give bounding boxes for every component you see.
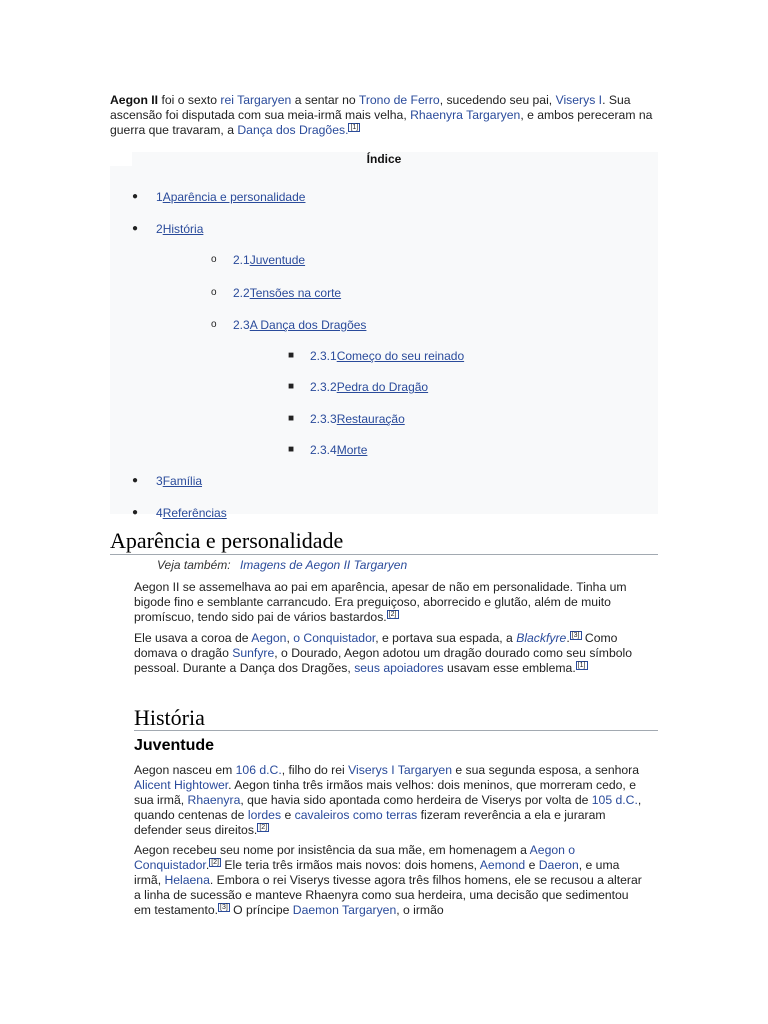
toc-item-number: 2.1 [233, 253, 250, 267]
inline-link[interactable]: Sunfyre [232, 646, 275, 661]
toc-title: Índice [366, 152, 402, 166]
toc-item[interactable] [310, 443, 367, 457]
inline-text: Ele teria três irmãos mais novos: dois homens, [221, 858, 480, 873]
inline-link[interactable]: Aegon o Conquistador [134, 843, 576, 873]
toc-item-label: A Dança dos Dragões [249, 318, 367, 332]
citation[interactable] [257, 824, 269, 831]
inline-text: . Embora o rei Viserys tivesse agora três filhos homens, ele se recusou a alterar a linha de sucessão e manteve Rhaenyra como sua herdeira, uma decisão que sedimentou em testamento. [134, 873, 642, 918]
citation-ref[interactable]: [3] [220, 904, 228, 912]
inline-text: , quando centenas de [134, 793, 642, 822]
section-heading-history: História [134, 705, 205, 730]
inline-text: , e ambos pereceram na guerra que travaram, a [110, 108, 653, 138]
youth-paragraph-1 [134, 763, 644, 838]
section-divider [134, 730, 658, 731]
bold-term: Aegon II [110, 93, 159, 107]
toc-item[interactable] [156, 222, 203, 236]
inline-text: fizeram reverência a ela e juraram defender seus direitos. [134, 808, 606, 838]
intro-paragraph [110, 93, 658, 138]
toc-bullet-icon: o [211, 319, 217, 330]
inline-link[interactable]: Daeron [538, 858, 579, 873]
inline-link[interactable]: Trono de Ferro [358, 93, 440, 107]
toc-bullet-icon: ■ [288, 444, 295, 455]
inline-text: . Aegon tinha três irmãos mais velhos: dois meninos, que morreram cedo, e sua irmã, [134, 778, 636, 807]
inline-link[interactable]: o Conquistador [293, 631, 376, 646]
toc-bullet-icon: ● [132, 223, 139, 234]
see-also-link[interactable]: Imagens de Aegon II Targaryen [239, 558, 408, 572]
toc-item-label: Restauração [336, 412, 405, 426]
appearance-paragraph-2 [134, 631, 644, 676]
citation-ref[interactable]: [2] [388, 611, 397, 618]
citation[interactable] [387, 611, 399, 618]
toc-bullet-icon: o [211, 287, 217, 298]
youth-paragraph-2 [134, 843, 644, 918]
toc-bullet-icon: ● [132, 507, 139, 518]
toc-item[interactable] [233, 253, 305, 267]
citation-ref[interactable]: [1] [350, 124, 359, 131]
toc-bullet-icon: o [211, 254, 217, 265]
appearance-paragraph-1 [134, 580, 644, 625]
inline-text: . Sua ascensão foi disputada com sua meia-irmã mais velha, [110, 93, 631, 122]
toc-item-number: 2.3 [233, 318, 250, 332]
inline-link[interactable]: Viserys I Targaryen [348, 763, 452, 777]
toc-item-label: Pedra do Dragão [336, 380, 429, 394]
toc-item-number: 2.3.2 [310, 380, 337, 394]
see-also [157, 558, 407, 572]
toc-bullet-icon: ● [132, 191, 139, 202]
inline-text: , o Dourado, Aegon adotou um dragão dourado como seu símbolo pessoal. Durante a Dança dos Dragões, [134, 646, 633, 676]
inline-link[interactable]: 105 d.C. [591, 793, 638, 807]
toc-item[interactable] [310, 412, 405, 426]
inline-text: , o irmão [396, 903, 444, 918]
inline-text: foi o sexto [158, 93, 221, 107]
inline-link[interactable]: Alicent Hightower [134, 778, 229, 792]
inline-text: . [345, 123, 349, 138]
citation[interactable] [218, 904, 230, 911]
inline-text: usavam esse emblema. [443, 661, 576, 676]
toc-item-label: História [162, 222, 204, 236]
inline-link[interactable]: Aemond [479, 858, 526, 873]
inline-link[interactable]: Helaena [164, 873, 210, 888]
toc-item-number: 3 [156, 474, 163, 488]
toc-item-label: Referências [162, 506, 227, 520]
toc-item-number: 2.2 [233, 286, 250, 300]
inline-link[interactable]: rei Targaryen [220, 93, 292, 107]
table-of-contents [110, 152, 658, 520]
toc-item-label: Juventude [249, 253, 306, 267]
citation-ref[interactable]: [3] [571, 632, 580, 639]
toc-corner [110, 152, 132, 166]
citation[interactable] [209, 859, 221, 866]
inline-text: e sua segunda esposa, a senhora [451, 763, 639, 777]
inline-text: , que havia sido apontada como herdeira de Viserys por volta de [240, 793, 592, 807]
toc-item-label: Família [162, 474, 203, 488]
inline-link[interactable]: Rhaenyra Targaryen [410, 108, 521, 122]
inline-text: Aegon nasceu em [134, 763, 236, 777]
toc-item[interactable] [156, 190, 305, 204]
inline-text: , [286, 631, 294, 646]
see-also-label: Veja também: [157, 558, 231, 572]
toc-item-label: Começo do seu reinado [336, 349, 465, 363]
toc-item-number: 2 [156, 222, 163, 236]
inline-link[interactable]: seus apoiadores [354, 661, 444, 676]
inline-link[interactable]: cavaleiros como terras [294, 808, 418, 822]
toc-item[interactable] [310, 349, 464, 363]
toc-item-number: 2.3.1 [310, 349, 337, 363]
citation[interactable] [570, 632, 582, 639]
citation-ref[interactable]: [1] [577, 662, 586, 670]
inline-text: e [525, 858, 539, 873]
toc-item-number: 2.3.4 [310, 443, 337, 457]
inline-text: , sucedendo seu pai, [439, 93, 556, 107]
citation-ref[interactable]: [2] [211, 859, 220, 866]
inline-link[interactable]: 106 d.C. [235, 763, 282, 777]
toc-item[interactable] [156, 506, 227, 520]
inline-text: . [205, 858, 210, 873]
inline-text: Aegon II se assemelhava ao pai em aparência, apesar de não em personalidade. Tinha um bigode fino e semblante carrancudo. Era preguiçoso, aborrecido e glutão, além de muito promíscuo, tendo sido pai de vários bastardos. [134, 580, 627, 625]
inline-text: . [566, 631, 570, 646]
inline-link[interactable]: Viserys I [555, 93, 603, 107]
toc-bullet-icon: ■ [288, 413, 295, 424]
inline-link[interactable]: Rhaenyra [187, 793, 241, 807]
inline-text: , e uma irmã, [134, 858, 620, 888]
toc-item[interactable] [233, 318, 366, 332]
inline-text: Ele usava a coroa de [134, 631, 252, 646]
toc-bullet-icon: ■ [288, 350, 295, 361]
inline-text: a sentar no [291, 93, 359, 107]
inline-link[interactable]: Daemon Targaryen [292, 903, 397, 918]
inline-link[interactable]: Aegon [251, 631, 287, 646]
toc-item-number: 4 [156, 506, 163, 520]
toc-item-label: Aparência e personalidade [162, 190, 306, 204]
inline-text: e [281, 808, 295, 822]
toc-item[interactable] [233, 286, 341, 300]
toc-item-number: 1 [156, 190, 163, 204]
toc-item-label: Morte [336, 443, 368, 457]
inline-text: , e portava sua espada, a [375, 631, 517, 646]
citation[interactable] [348, 124, 360, 131]
toc-item[interactable] [310, 380, 428, 394]
subsection-heading-youth: Juventude [134, 737, 215, 754]
toc-item-label: Tensões na corte [249, 286, 342, 300]
inline-link[interactable]: Dança dos Dragões [237, 123, 346, 138]
toc-item[interactable] [156, 474, 202, 488]
inline-link[interactable]: Blackfyre [516, 631, 567, 646]
inline-link[interactable]: lordes [247, 808, 282, 822]
inline-text: , filho do rei [281, 763, 349, 777]
toc-bullet-icon: ● [132, 475, 139, 486]
inline-text: O príncipe [229, 903, 293, 918]
toc-bullet-icon: ■ [288, 381, 295, 392]
section-divider [110, 554, 658, 555]
inline-text: Aegon recebeu seu nome por insistência da sua mãe, em homenagem a [134, 843, 530, 857]
citation[interactable] [576, 662, 588, 669]
inline-text: Como domava o dragão [134, 631, 618, 661]
section-heading-appearance: Aparência e personalidade [110, 528, 344, 553]
citation-ref[interactable]: [2] [259, 824, 268, 831]
toc-item-number: 2.3.3 [310, 412, 337, 426]
